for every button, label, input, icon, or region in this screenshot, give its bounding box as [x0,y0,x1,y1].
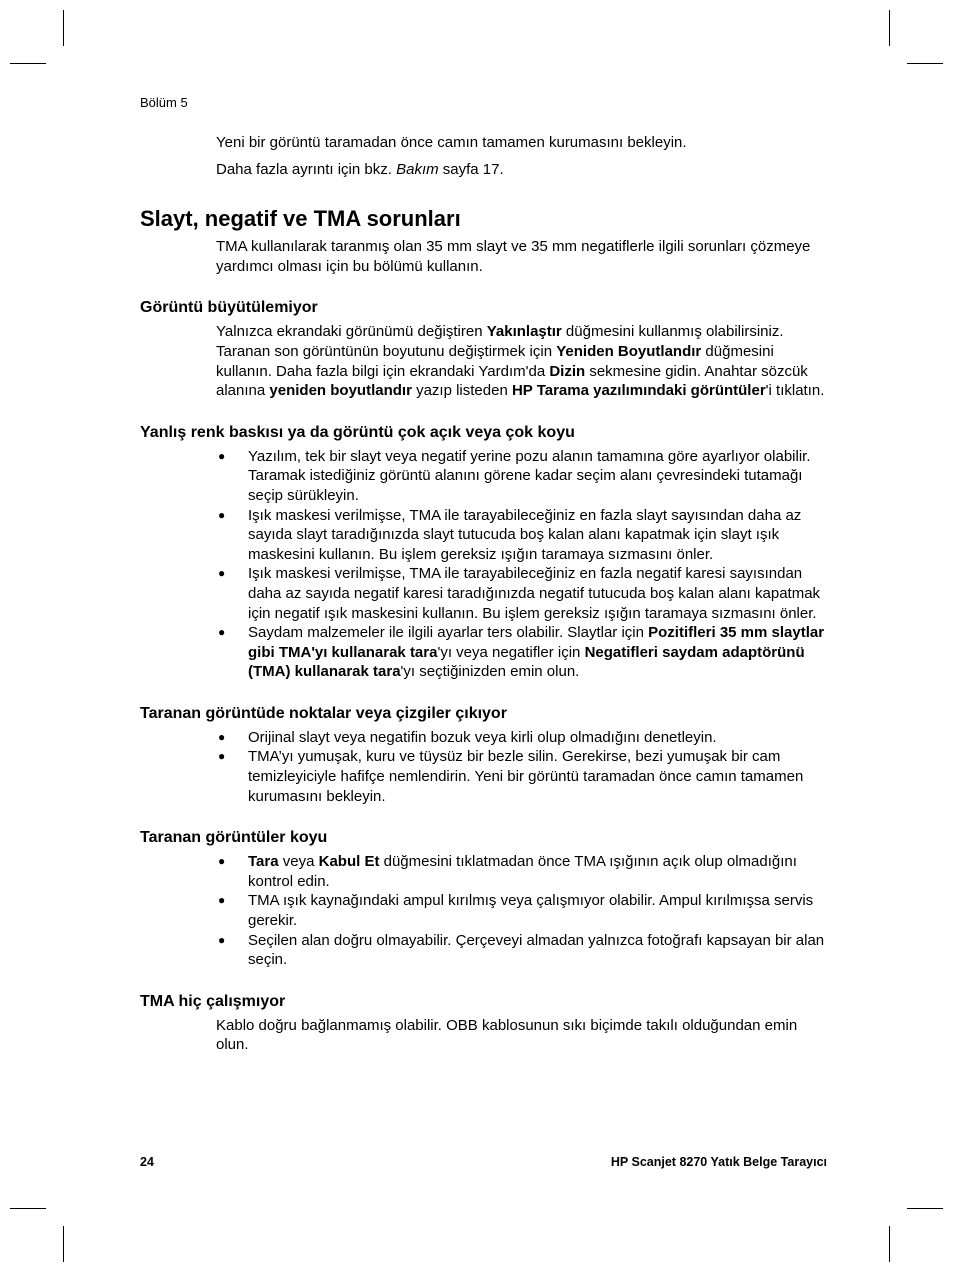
section-intro: TMA kullanılarak taranmış olan 35 mm slayt ve 35 mm negatiflerle ilgili sorunları çözmeye yardımcı olması için bu bölümü kullanın. [216,238,811,275]
section-title: Slayt, negatif ve TMA sorunları [140,206,461,232]
bullet-icon: ● [218,448,226,463]
crop-mark [889,1226,890,1262]
bullet-icon: ● [218,854,226,869]
crop-mark [907,1208,943,1209]
list-dots-lines [140,728,830,806]
crop-mark [10,63,46,64]
list-item: ● TMA ışık kaynağındaki ampul kırılmış veya çalışmıyor olabilir. Ampul kırılmışsa servis gerekir. [218,892,814,930]
crop-mark [907,63,943,64]
list-wrong-color [140,447,830,682]
bullet-icon: ● [218,625,226,640]
paragraph-image-not-enlarged: Yalnızca ekrandaki görünümü değiştiren Yakınlaştır düğmesini kullanmış olabilirsiniz. Taranan son görüntünün boyutunu değiştirmek için Yeniden Boyutlandır düğmesini kullanın. Daha fazla bilgi için ekrandaki Yardım'da Dizin sekmesine gidin. Anahtar sözcük alanına yeniden boyutlandır yazıp listeden HP Tarama yazılımındaki görüntüler'i tıklatın. [216,323,825,400]
page-content [140,133,830,1055]
bullet-icon: ● [218,507,226,522]
list-item: ● Seçilen alan doğru olmayabilir. Çerçeveyi almadan yalnızca fotoğrafı kapsayan bir alan seçin. [218,931,825,969]
intro-block [216,133,830,179]
crop-mark [63,1226,64,1262]
intro-paragraph: Yeni bir görüntü taramadan önce camın tamamen kurumasını bekleyin. [216,134,687,151]
list-item: ● Orijinal slayt veya negatifin bozuk veya kirli olup olmadığını denetleyin. [218,728,717,746]
bullet-icon: ● [218,729,226,744]
list-item: ● Yazılım, tek bir slayt veya negatif yerine pozu alanın tamamına göre ayarlıyor olabilir. Taramak istediğiniz görüntü alanını görene kadar seçim alanı çevresindeki tutamağı seçip sürükleyin. [218,447,811,504]
heading-image-not-enlarged: Görüntü büyütülemiyor [140,299,318,317]
paragraph-tma-not-working: Kablo doğru bağlanmamış olabilir. OBB kablosunun sıkı biçimde takılı olduğundan emin olun. [216,1016,798,1054]
reference-paragraph: Daha fazla ayrıntı için bkz. Bakım sayfa 17. [216,160,504,178]
heading-images-dark: Taranan görüntüler koyu [140,829,328,847]
crop-mark [889,10,890,46]
product-name: HP Scanjet 8270 Yatık Belge Tarayıcı [610,1155,827,1169]
bullet-icon: ● [218,566,226,581]
list-item: ● Işık maskesi verilmişse, TMA ile tarayabileceğiniz en fazla slayt sayısından daha az sayıda slayt taradığınızda slayt tutucuda boş kalan alanı kapatmak için slayt ışık maskesini kullanın. Bu işlem gereksiz ışığın taramaya sızmasını önler. [218,506,802,563]
bullet-icon: ● [218,893,226,908]
bullet-icon: ● [218,749,226,764]
list-item: ● Işık maskesi verilmişse, TMA ile tarayabileceğiniz en fazla negatif karesi sayısından daha az sayıda negatif karesi taradığınızda negatif tutucuda boş kalan alanı kapatmak için negatif ışık maskesini kullanın. Bu işlem gereksiz ışığın taramaya sızmasını önler. [218,565,821,622]
page-number: 24 [140,1155,154,1169]
crop-mark [63,10,64,46]
reference-link: Bakım [396,160,439,178]
bullet-icon: ● [218,932,226,947]
heading-tma-not-working: TMA hiç çalışmıyor [140,992,286,1010]
list-item: ● TMA’yı yumuşak, kuru ve tüysüz bir bezle silin. Gerekirse, bezi yumuşak bir cam temizleyiciyle hafifçe nemlendirin. Yeni bir görüntü taramadan önce camın tamamen kurumasını bekleyin. [218,748,804,805]
list-item: ● Saydam malzemeler ile ilgili ayarlar ters olabilir. Slaytlar için Pozitifleri 35 mm slaytlar gibi TMA'yı kullanarak tara'yı veya negatifler için Negatifleri saydam adaptörünü (TMA) kullanarak tara'yı seçtiğinizden emin olun. [218,624,825,681]
list-item: ● Tara veya Kabul Et düğmesini tıklatmadan önce TMA ışığının açık olup olmadığını kontrol edin. [218,853,797,890]
heading-dots-lines: Taranan görüntüde noktalar veya çizgiler çıkıyor [140,704,507,722]
chapter-label: Bölüm 5 [140,95,188,110]
list-images-dark [140,852,830,970]
crop-mark [10,1208,46,1209]
heading-wrong-color: Yanlış renk baskısı ya da görüntü çok açık veya çok koyu [140,423,575,441]
